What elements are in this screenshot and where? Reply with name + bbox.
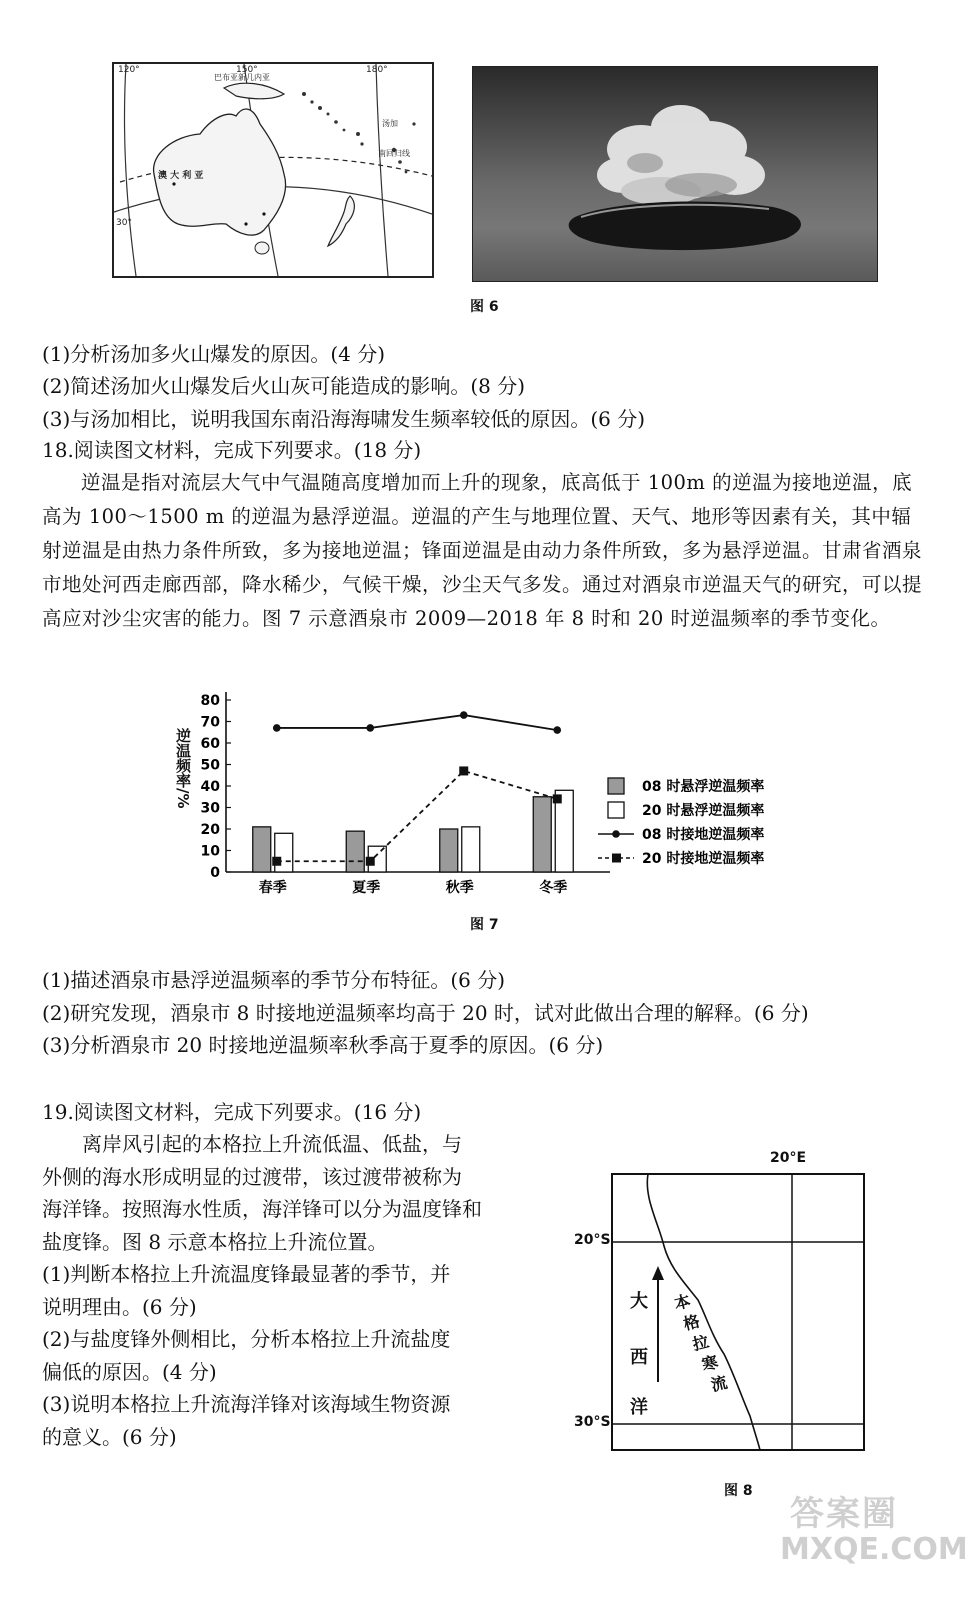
fig8-frame [612,1174,864,1450]
series-marker-square [272,857,281,866]
figure8-map-svg [566,1150,876,1454]
figure6-map [112,62,434,278]
meridian-180 [376,64,388,276]
map-label-tropic: 南回归线 [378,149,410,158]
fig8-current-char-3: 拉 [690,1331,711,1355]
q19-paragraph-line-2: 外侧的海水形成明显的过渡带，该过渡带被称为 [42,1164,462,1189]
legend-swatch-bar [608,802,624,818]
fig8-label-20e: 20°E [770,1150,807,1166]
fig8-current-char-4: 寒 [699,1352,720,1375]
legend-label: 08 时悬浮逆温频率 [642,779,765,795]
q18-item-2: (2)研究发现，酒泉市 8 时接地逆温频率均高于 20 时，试对此做出合理的解释。(6 分) [42,1001,809,1025]
series-marker-dot [273,724,281,732]
q17-item-1: (1)分析汤加多火山爆发的原因。(4 分) [42,342,386,366]
series-marker-square [553,794,562,803]
q19-item-2a: (2)与盐度锋外侧相比，分析本格拉上升流盐度 [42,1327,451,1351]
legend-marker-dot [612,830,620,838]
fig8-ocean-char-1: 大 [630,1291,648,1312]
fig8-ocean-label [630,1288,648,1422]
fig8-current-char-5: 流 [709,1372,730,1395]
legend-label: 08 时接地逆温频率 [642,827,765,843]
q18-paragraph: 逆温是指对流层大气中气温随高度增加而上升的现象，底高低于 100m 的逆温为接地逆温，底高为 100～1500 m 的逆温为悬浮逆温。逆温的产生与地理位置、天气、地形等因素有关，其中辐射逆温是由热力条件所致，多为接地逆温；锋面逆温是由动力条件所致，多为悬浮逆温。甘肃省酒泉市地处河西走廊西部，降水稀少，气候干燥，沙尘天气多发。通过对酒泉市逆温天气的研究，可以提高应对沙尘灾害的能力。图 7 示意酒泉市 2009—2018 年 8 时和 20 时逆温频率的季节变化。 [42,471,923,630]
q19-item-1a: (1)判断本格拉上升流温度锋最显著的季节，并 [42,1262,451,1286]
y-tick-label: 10 [200,843,220,860]
chart-legend [598,778,764,867]
watermark-site: MXQE.COM [780,1532,968,1567]
x-tick-label: 春季 [258,880,287,896]
eruption-photo-svg [473,67,877,281]
q19-heading: 19.阅读图文材料，完成下列要求。(16 分) [42,1100,422,1124]
x-tick-label: 夏季 [352,880,381,896]
x-tick-label: 冬季 [539,880,568,896]
q17-item-2: (2)简述汤加火山爆发后火山灰可能造成的影响。(8 分) [42,374,526,398]
map-label-tonga: 汤加 [382,119,398,128]
map-label-lon-120: 120° [118,65,140,75]
bar-1 [346,831,364,872]
figure8-caption: 图 8 [724,1483,753,1499]
q17-item-3: (3)与汤加相比，说明我国东南沿海海啸发生频率较低的原因。(6 分) [42,407,646,431]
chart-ylabel: 逆温频率/% [174,728,192,809]
fig8-label-30s: 30°S [574,1414,611,1430]
legend-swatch-bar [608,778,624,794]
tasmania-shape [255,242,269,254]
series-marker-dot [366,724,374,732]
y-tick-label: 60 [200,736,220,752]
fig8-ocean-char-3: 洋 [630,1397,648,1418]
map-label-continent: 澳 大 利 亚 [158,171,204,181]
x-tick-label: 秋季 [445,880,474,896]
legend-label: 20 时接地逆温频率 [642,851,765,867]
figure7-chart [170,682,790,898]
y-tick-label: 80 [200,693,220,709]
y-tick-label: 0 [210,865,220,881]
current-arrow-head [652,1266,664,1280]
q19-paragraph-line-4: 盐度锋。图 8 示意本格拉上升流位置。 [42,1229,388,1254]
y-tick-label: 70 [200,714,220,731]
q19-item-3a: (3)说明本格拉上升流海洋锋对该海域生物资源 [42,1392,451,1416]
figure7-caption: 图 7 [470,917,499,933]
bar-1 [440,829,458,872]
map-label-png: 巴布亚新几内亚 [214,73,270,82]
figure8-map [566,1150,876,1454]
q18-heading: 18.阅读图文材料，完成下列要求。(18 分) [42,438,422,462]
chart-bars [253,790,574,872]
bar-1 [253,827,271,872]
new-zealand-shape [328,196,354,246]
new-guinea-shape [224,83,284,99]
pacific-islands [302,92,416,173]
series-marker-square [366,857,375,866]
figure6-eruption-photo [472,66,878,282]
map-label-lon-150: 150° [236,65,258,75]
bar-2 [275,833,293,872]
q19-paragraph-line-1: 离岸风引起的本格拉上升流低温、低盐，与 [82,1132,462,1156]
series-marker-dot [460,711,468,719]
fig8-current-char-2: 格 [681,1311,702,1334]
legend-label: 20 时悬浮逆温频率 [642,803,765,819]
series-line-1 [277,715,558,730]
map-label-lat-30: 30° [116,218,132,228]
series-marker-dot [553,726,561,734]
meridian-120 [124,64,136,276]
fig8-label-20s: 20°S [574,1232,611,1248]
y-tick-label: 30 [200,800,220,817]
y-tick-label: 20 [200,822,220,838]
q19-item-1b: 说明理由。(6 分) [42,1294,197,1319]
q19-item-2b: 偏低的原因。(4 分) [42,1359,217,1384]
fig8-current-char-1: 本 [672,1291,693,1314]
series-line-2 [277,771,558,861]
y-tick-label: 50 [200,757,220,774]
map-label-lon-180: 180° [366,65,388,75]
legend-marker-square [612,854,621,863]
chart-lines [272,711,562,866]
q19-paragraph-line-3: 海洋锋。按照海水性质，海洋锋可以分为温度锋和 [42,1197,482,1221]
series-marker-square [459,766,468,775]
bar-1 [533,797,551,872]
figure6-caption: 图 6 [470,299,499,315]
q18-item-3: (3)分析酒泉市 20 时接地逆温频率秋季高于夏季的原因。(6 分) [42,1033,604,1057]
y-tick-label: 40 [200,779,220,795]
q19-paragraph [42,1128,542,1453]
q19-item-3b: 的意义。(6 分) [42,1424,177,1449]
fig8-ocean-char-2: 西 [630,1347,648,1368]
q18-item-1: (1)描述酒泉市悬浮逆温频率的季节分布特征。(6 分) [42,968,506,992]
bar-2 [462,827,480,872]
watermark-logo: 答案圈 [790,1494,898,1534]
